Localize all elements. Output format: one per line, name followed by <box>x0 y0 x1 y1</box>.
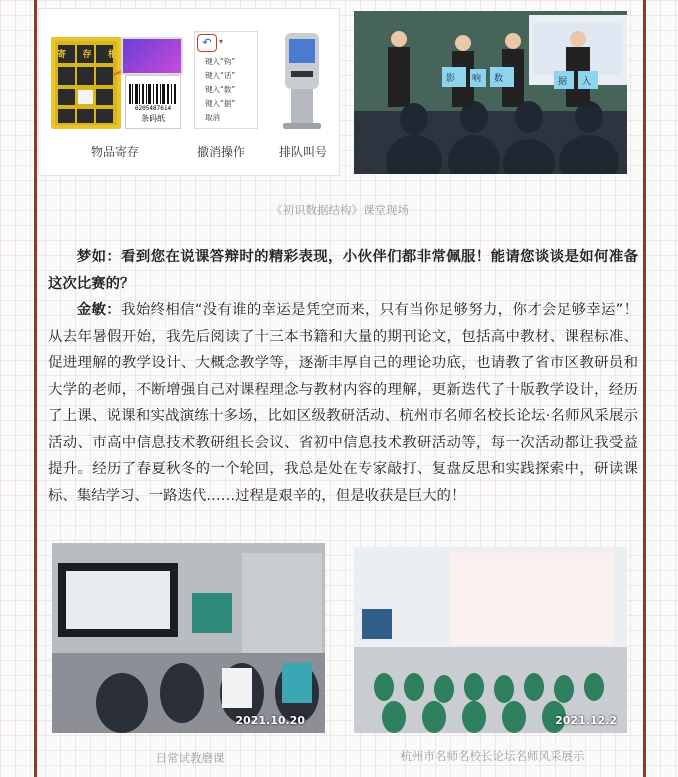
undo-menu-item[interactable]: 键入“钩” <box>205 57 236 66</box>
queue-kiosk-illustration <box>277 31 327 131</box>
card-text: 响 <box>472 74 482 84</box>
answer-speaker: 金敏： <box>76 302 122 318</box>
item-label: 撤消操作 <box>197 145 246 159</box>
barcode-ticket <box>125 75 181 129</box>
locker-char: 柜 <box>107 50 117 60</box>
caption-top: 《初识数据结构》课堂现场 <box>271 203 409 217</box>
item-label: 排队叫号 <box>279 145 328 159</box>
card-text: 影 <box>446 74 456 84</box>
answer-text: 我始终相信“没有谁的幸运是凭空而来，只有当你足够努力，你才会足够幸运”！从去年暑假开始，我先后阅读了十三本书籍和大量的期刊论文，包括高中教材、课程标准、促进理解的教学设计、大概念教学等，逐渐丰厚自己的理论功底，也请教了省市区教研员和大学的老师，不断增强自己对课程理念与教材内容的理解，更新迭代了十版教学设计，经历了上课、说课和实战演练十多场，比如区级教研活动、杭州市名师名校长论坛·名师风采展示活动、市高中信息技术教研组长会议、省初中信息技术教研活动等，每一次活动都让我受益提升。经历了春夏秋冬的一个轮回，我总是处在专家敲打、复盘反思和实践探索中，研读课标、集结学习、一路迭代……过程是艰辛的，但是收获是巨大的！ <box>48 302 638 504</box>
locker-char: 存 <box>82 50 92 60</box>
card-text: 入 <box>582 77 592 87</box>
forum-photo <box>354 547 627 733</box>
undo-menu-item[interactable]: 键入“据” <box>205 99 236 108</box>
question-paragraph <box>48 244 638 297</box>
classroom-photo <box>354 11 627 174</box>
photo-date: 2021.10.20 <box>235 714 305 727</box>
undo-menu <box>194 31 258 129</box>
caption-bottom-left: 日常试教磨课 <box>155 751 225 765</box>
locker-char: 寄 <box>57 50 67 60</box>
barcode-icon <box>129 84 177 104</box>
undo-icon[interactable]: ↶ <box>197 34 217 52</box>
answer-paragraph <box>48 297 638 509</box>
barcode-digits: 6205487614 <box>134 105 172 112</box>
locker-screen <box>121 37 183 75</box>
undo-menu-item[interactable]: 键入“话” <box>205 71 236 80</box>
card-text: 据 <box>558 77 568 87</box>
caption-bottom-right: 杭州市名师名校长论坛名师风采展示 <box>400 749 585 763</box>
undo-menu-item[interactable]: 取消 <box>205 113 220 122</box>
item-label: 物品寄存 <box>91 145 140 159</box>
page-frame-left <box>34 0 37 777</box>
question-speaker: 梦如： <box>76 249 122 265</box>
top-illustration-panel <box>38 8 340 176</box>
photo-date: 2021.12.2 <box>555 714 617 727</box>
locker-text-row <box>57 47 117 60</box>
undo-menu-item[interactable]: 键入“数” <box>205 85 236 94</box>
page-frame-right <box>643 0 646 777</box>
classroom-scene <box>354 11 627 174</box>
question-text: 看到您在说课答辩时的精彩表现，小伙伴们都非常佩服！能请您谈谈是如何准备这次比赛的？ <box>48 249 638 292</box>
trial-lesson-photo <box>52 543 325 733</box>
barcode-caption: 条码纸 <box>141 114 165 123</box>
dropdown-icon[interactable]: ▾ <box>219 37 224 46</box>
article-body <box>48 244 638 509</box>
card-text: 数 <box>494 74 504 84</box>
